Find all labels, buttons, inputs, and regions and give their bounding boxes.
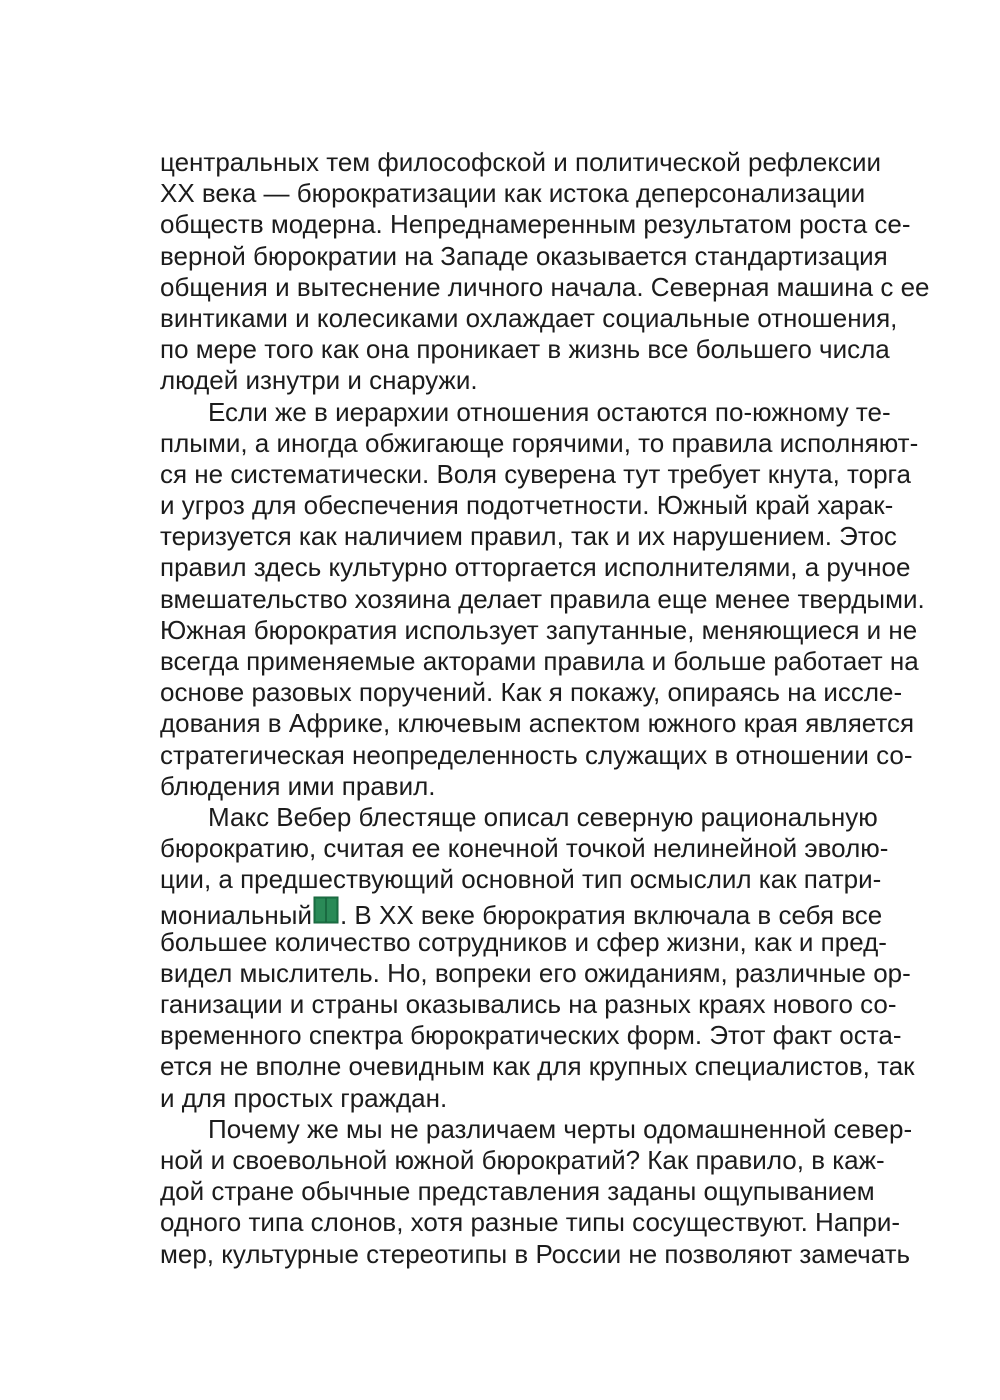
text-line: и угроз для обеспечения подотчетности. Южный край харак- <box>160 490 894 521</box>
text-line: дования в Африке, ключевым аспектом южного края является <box>160 708 915 739</box>
footnote-book-icon[interactable] <box>313 896 339 924</box>
text-line: и для простых граждан. <box>160 1082 448 1113</box>
text-line: ной и своевольной южной бюрократий? Как правило, в каж- <box>160 1145 885 1175</box>
paragraph-3 <box>160 801 915 1114</box>
body-text <box>160 147 930 1270</box>
text-segment: мониальный <box>160 899 312 930</box>
text-line: вмешательство хозяина делает правила еще менее твердыми. <box>160 583 925 614</box>
text-line: видел мыслитель. Но, вопреки его ожиданиям, различные ор- <box>160 957 911 988</box>
text-line: Южная бюрократия использует запутанные, меняющиеся и не <box>160 614 918 645</box>
text-line: ется не вполне очевидным как для крупных специалистов, так <box>160 1051 915 1082</box>
text-line: бюрократию, считая ее конечной точкой нелинейной эволю- <box>160 833 889 864</box>
text-line: плыми, а иногда обжигающе горячими, то правила исполняют- <box>160 427 919 458</box>
text-line: теризуется как наличием правил, так и их нарушением. Этос <box>160 521 897 552</box>
text-line: всегда применяемые акторами правила и больше работает на <box>160 646 919 676</box>
paragraph-2 <box>160 396 925 802</box>
text-line: мер, культурные стереотипы в России не позволяют замечать <box>160 1238 911 1269</box>
text-line: Макс Вебер блестяще описал северную рациональную <box>208 801 878 832</box>
text-line: обществ модерна. Непреднамеренным результатом роста се- <box>160 209 911 240</box>
text-line: основе разовых поручений. Как я покажу, опираясь на иссле- <box>160 677 903 708</box>
text-line: ся не систематически. Воля суверена тут требует кнута, торга <box>160 458 911 489</box>
paragraph-1 <box>160 147 930 397</box>
text-line: верной бюрократии на Западе оказывается стандартизация <box>160 240 888 271</box>
text-line: одного типа слонов, хотя разные типы сосуществуют. Напри- <box>160 1207 900 1238</box>
text-line: людей изнутри и снаружи. <box>160 365 478 396</box>
text-line: правил здесь культурно отторгается исполнителями, а ручное <box>160 552 911 583</box>
text-line: дой стране обычные представления заданы ощупыванием <box>160 1176 875 1207</box>
text-line: винтиками и колесиками охлаждает социальные отношения, <box>160 302 898 333</box>
text-line: блюдения ими правил. <box>160 770 436 801</box>
text-line: общения и вытеснение личного начала. Северная машина с ее <box>160 271 930 302</box>
text-line: стратегическая неопределенность служащих в отношении со- <box>160 739 913 770</box>
text-line: Почему же мы не различаем черты одомашненной север- <box>208 1113 913 1144</box>
text-line: ХХ века — бюрократизации как истока деперсонализации <box>160 178 866 209</box>
text-line: центральных тем философской и политической рефлексии <box>160 147 882 177</box>
text-segment: . В ХХ веке бюрократия включала в себя все <box>339 899 883 930</box>
text-line: ганизации и страны оказывались на разных краях нового со- <box>160 989 897 1020</box>
text-line-with-footnote <box>160 896 883 930</box>
text-line: Если же в иерархии отношения остаются по-южному те- <box>208 396 891 427</box>
text-line: ции, а предшествующий основной тип осмыслил как патри- <box>160 864 882 895</box>
paragraph-4 <box>160 1113 913 1270</box>
text-line: по мере того как она проникает в жизнь все большего числа <box>160 334 890 365</box>
text-line: временного спектра бюрократических форм. Этот факт оста- <box>160 1020 902 1051</box>
text-line: большее количество сотрудников и сфер жизни, как и пред- <box>160 926 887 957</box>
